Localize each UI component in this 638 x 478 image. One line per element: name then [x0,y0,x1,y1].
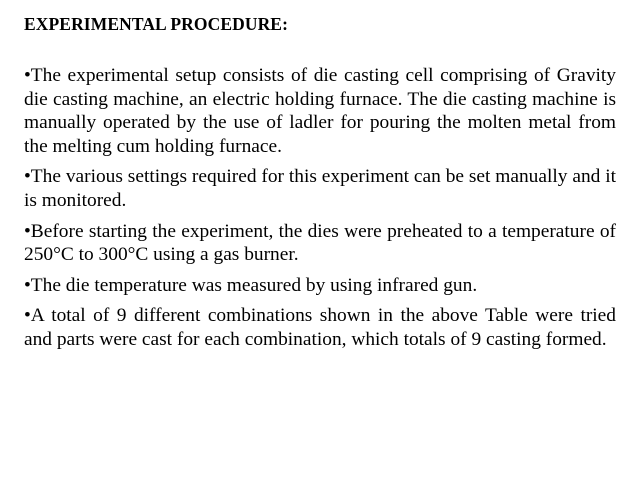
bullet-item: • The various settings required for this experiment can be set manually and it is monitored. [24,165,616,212]
slide-heading: EXPERIMENTAL PROCEDURE: [24,14,289,34]
bullet-item: • Before starting the experiment, the dies were preheated to a temperature of 250°C to 300°C using a gas burner. [24,220,616,267]
bullet-list [24,64,616,359]
bullet-item: • The die temperature was measured by using infrared gun. [24,274,616,298]
bullet-item: • A total of 9 different combinations shown in the above Table were tried and parts were cast for each combination, which totals of 9 casting formed. [24,304,616,351]
bullet-item: • The experimental setup consists of die casting cell comprising of Gravity die casting machine, an electric holding furnace. The die casting machine is manually operated by the use of ladler for pouring the molten metal from the melting cum holding furnace. [24,64,616,158]
